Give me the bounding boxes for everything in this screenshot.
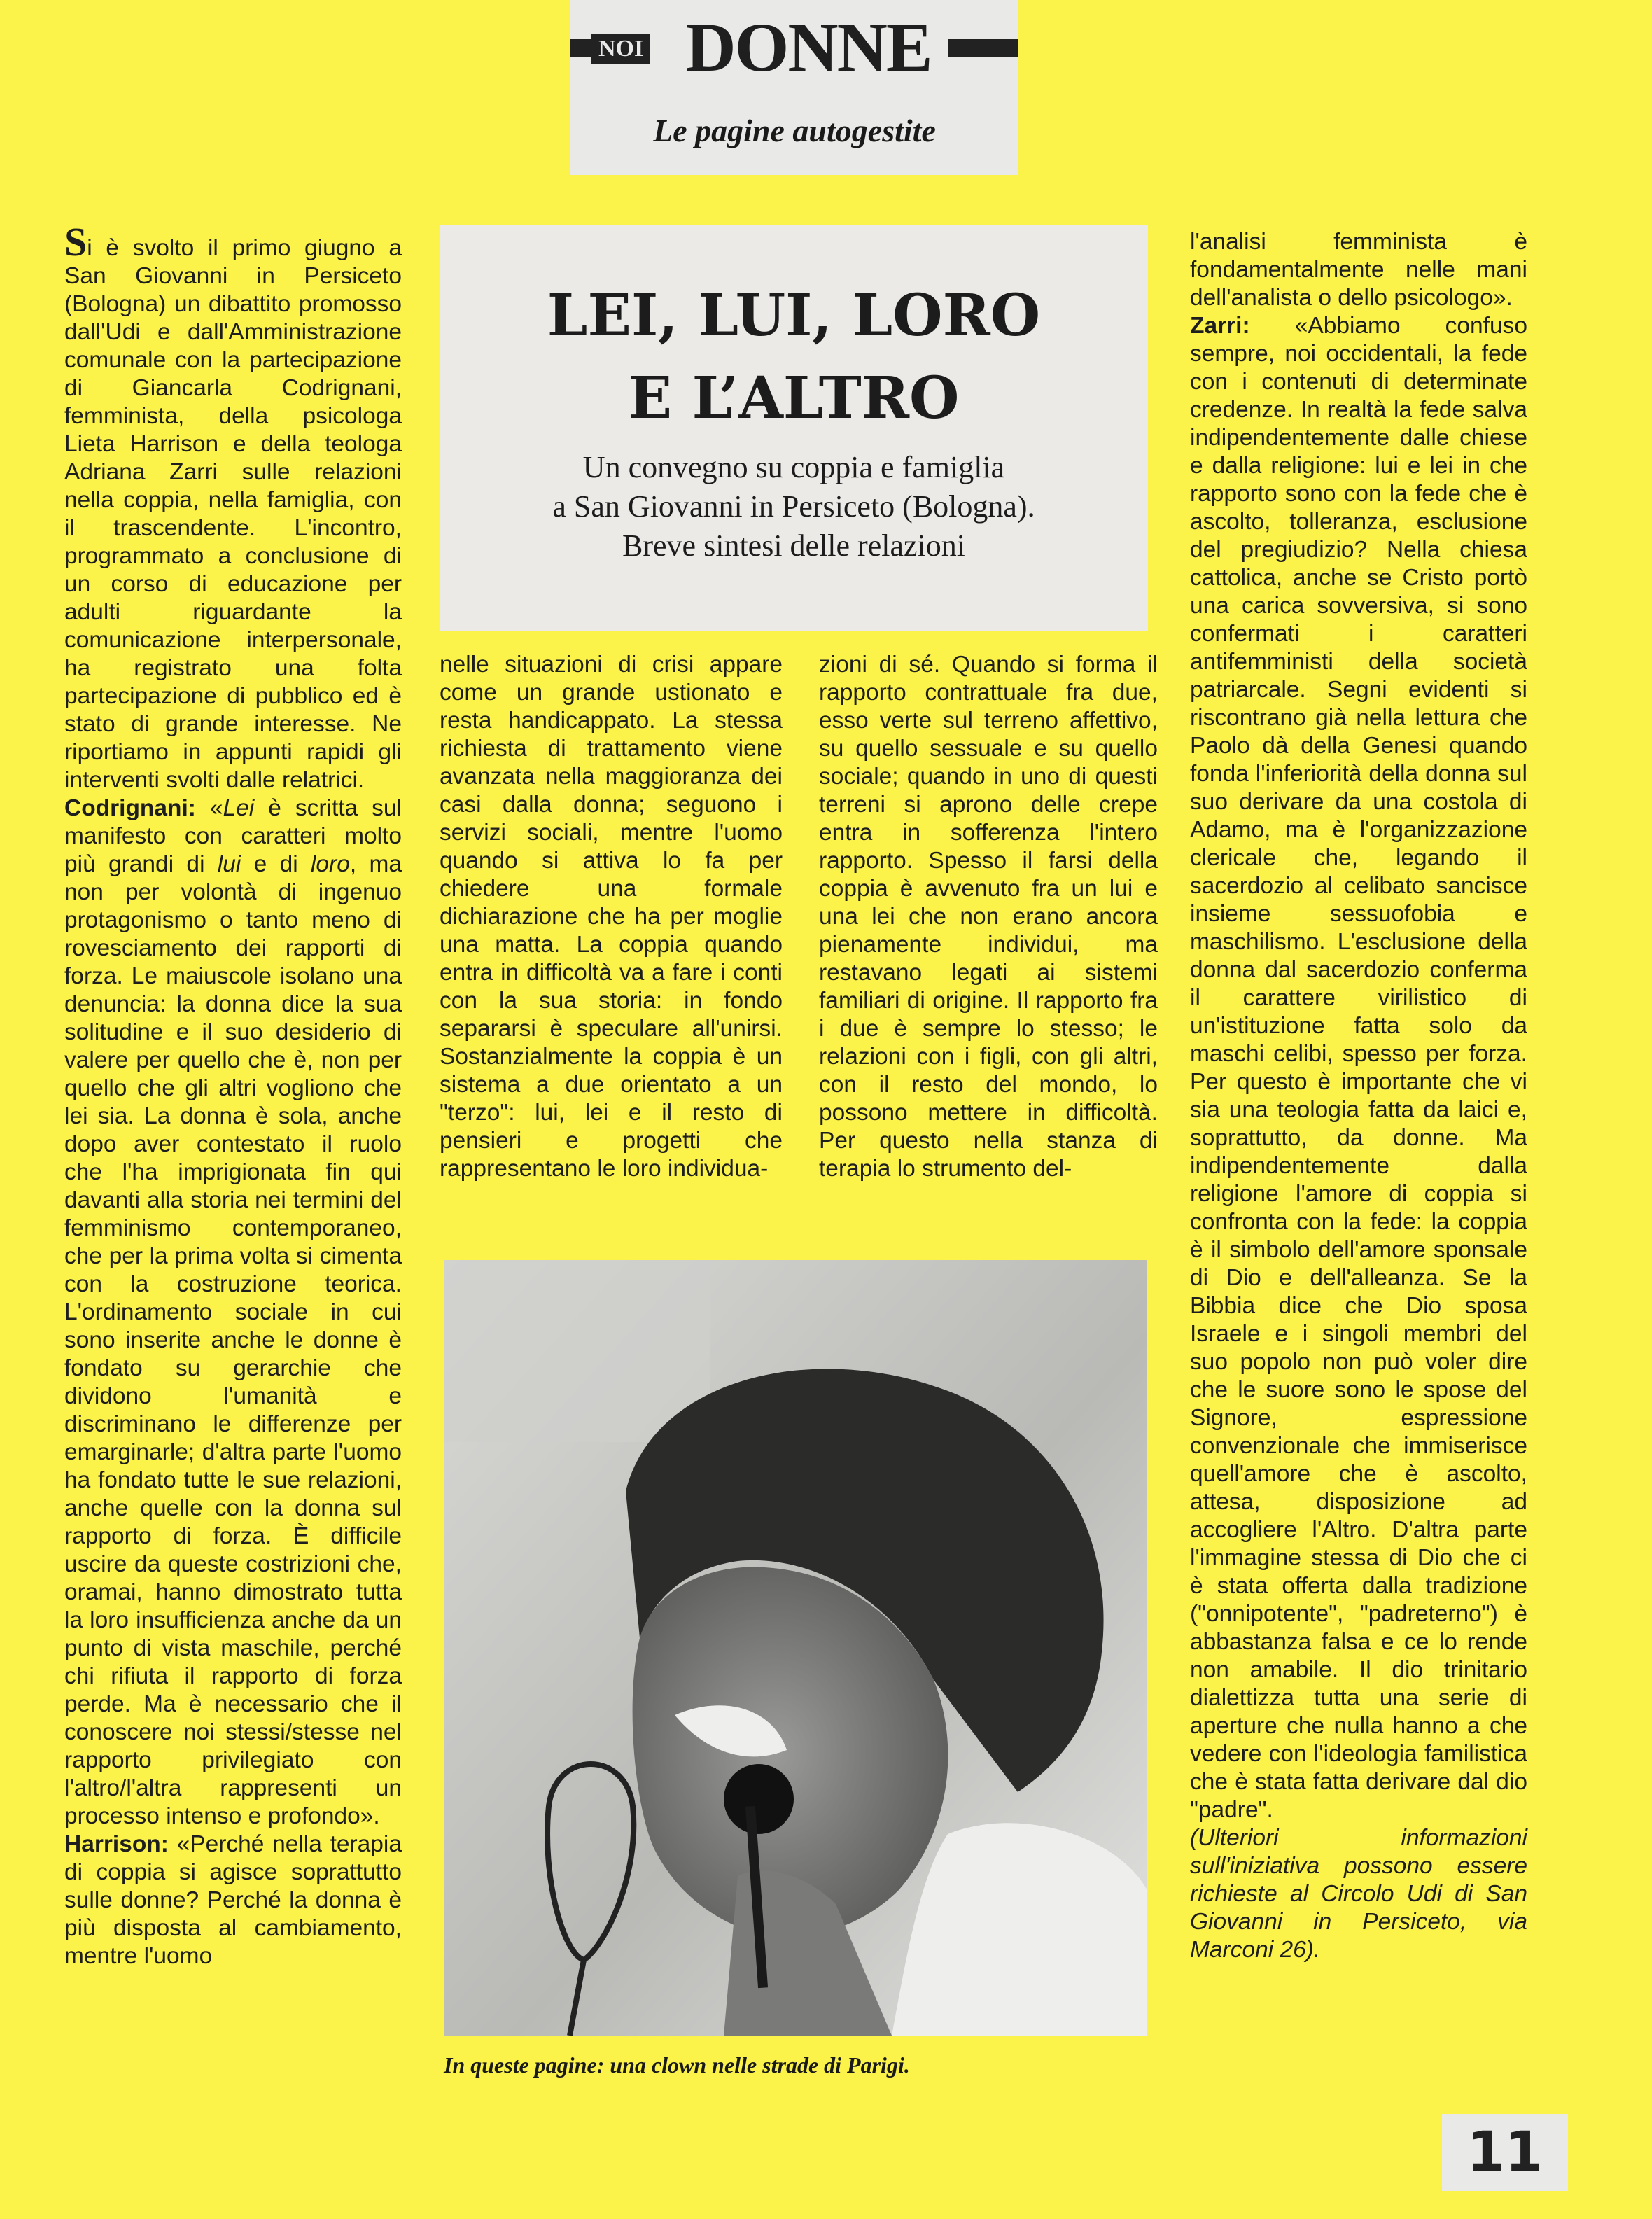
standfirst-line-2: a San Giovanni in Persiceto (Bologna). [552, 489, 1035, 524]
text-fragment: loro [310, 851, 350, 877]
text-fragment: «Perché nella terapia di coppia si agisce soprattutto sulle donne? Perché la donna è più disposta al cambiamento, mentre l'uomo [64, 1831, 402, 1969]
intro-text: i è svolto il primo giugno a San Giovanni in Persiceto (Bologna) un dibattito promosso dall'Udi e dall'Amministrazione comunale con la partecipazione di Giancarla Codrignani, femminista, della psicologa Lieta Harrison e della teologa Adriana Zarri sulle relazioni nella coppia, nella famiglia, con il trascendente. L'incontro, programmato a conclusione di un corso di educazione per adulti riguardante la comunicazione interpersonale, ha registrato una folta partecipazione di pubblico ed è stato di grande interesse. Ne riportiamo in appunti rapidi gli interventi svolti dalle relatrici. [64, 235, 402, 793]
masthead-bar-right [948, 39, 1018, 57]
zarri-paragraph [1190, 312, 1527, 1824]
text-fragment: «Abbiamo confuso sempre, noi occidentali, la fede con i contenuti di determinate credenze. In realtà la fede salva indipendentemente dalle chiese e dalla religione: lui e lei in che rapporto sono con la fede che è ascolto, tolleranza, esclusione del pregiudizio? Nella chiesa cattolica, anche se Cristo portò una carica sovversiva, si sono confermati i caratteri antifemministi della società patriarcale. Segni evidenti si riscontrano già nella lettura che Paolo dà della Genesi quando fonda l'inferiorità della donna sul suo derivare da una costola di Adamo, ma è l'organizzazione clericale che, legando il sacerdozio al celibato sancisce insieme sessuofobia e maschilismo. L'esclusione della donna dal sacerdozio conferma il carattere virilistico di un'istituzione fatta solo da maschi celibi, spesso per forza. Per questo è importante che vi sia una teologia fatta da laici e, soprattutto, da donne. Ma indipendentemente dalla religione l'amore di coppia si confronta con la fede: la coppia è il simbolo dell'amore sponsale di Dio e dell'alleanza. Se la Bibbia dice che Dio sposa Israele e i singoli membri del suo popolo non può voler dire che le suore sono le spose del Signore, espressione convenzionale che immiserisce quell'amore che è ascolto, attesa, disposizione ad accogliere l'Altro. D'altra parte l'immagine stessa di Dio che ci è stata offerta dalla tradizione ("onnipotente", "padreterno") è abbastanza falsa e ce lo rende non amabile. Il dio trinitario dialettizza tutta una serie di aperture che nulla hanno a che vedere con l'ideologia familistica che è stata fatta derivare dal dio "padre". [1190, 313, 1527, 1823]
headline [440, 274, 1148, 440]
column-4-intro: l'analisi femminista è fondamentalmente nelle mani dell'analista o dello psicologo». [1190, 229, 1527, 311]
article-column-2 [440, 651, 783, 1183]
column-3-text: zioni di sé. Quando si forma il rapporto contrattuale fra due, esso verte sul terreno affettivo, su quello sessuale e su quello sociale; quando in uno di questi terreni si aprono delle crepe entra in sofferenza l'intero rapporto. Spesso il farsi della coppia è avvenuto fra un lui e una lei che non erano ancora pienamente individui, ma restavano legati ai sistemi familiari di origine. Il rapporto fra i due è sempre lo stesso; le relazioni con i figli, con gli altri, con il resto del mondo, lo possono mettere in difficoltà. Per questo nella stanza di terapia lo strumento del- [819, 652, 1158, 1182]
article-column-1 [64, 219, 402, 1970]
intro-paragraph [64, 219, 402, 794]
harrison-paragraph [64, 1830, 402, 1970]
photo-illustration [444, 1260, 1147, 2036]
headline-box [440, 225, 1148, 631]
codrignani-paragraph [64, 794, 402, 1830]
text-fragment: , ma non per volontà di ingenuo protagonismo o tanto meno di rovesciamento dei rapporti di forza. Le maiuscole isolano una denuncia: la donna dice la sua solitudine e il suo desiderio di valere per quello che è, non per quello che gli altri vogliono che lei sia. La donna è sola, anche dopo aver contestato il ruolo che l'ha imprigionata fin qui davanti alla storia nei termini del femminismo contemporaneo, che per la prima volta si cimenta con la costruzione teorica. L'ordinamento sociale in cui sono inserite anche le donne è fondato su gerarchie che dividono l'umanità e discriminano le differenze per emarginarle; d'altra parte l'uomo ha fondato tutte le sue relazioni, anche quelle con la donna sul rapporto di forza. È difficile uscire da queste costrizioni che, oramai, hanno dimostrato tutta la loro insufficienza anche da un punto di vista maschile, perché chi rifiuta il rapporto di forza perde. Ma è necessario che il conoscere noi stessi/stesse nel rapporto privilegiato con l'altro/l'altra rappresenti un processo intenso e profondo». [64, 851, 402, 1829]
text-fragment: è scritta sul manifesto con caratteri molto più grandi di [64, 795, 402, 877]
article-column-4 [1190, 228, 1527, 1964]
article-column-3 [819, 651, 1158, 1183]
photo-caption: In queste pagine: una clown nelle strade di Parigi. [444, 2052, 910, 2078]
info-note: (Ulteriori informazioni sull'iniziativa possono essere richieste al Circolo Udi di San Giovanni in Persiceto, via Marconi 26). [1190, 1825, 1527, 1963]
standfirst [454, 448, 1134, 566]
text-fragment: « [195, 795, 223, 821]
text-fragment: lui [217, 851, 241, 877]
masthead-donne: DONNE [685, 8, 932, 86]
speaker-codrignani: Codrignani: [64, 795, 196, 821]
headline-line-1: LEI, LUI, LORO [547, 282, 1041, 349]
speaker-zarri: Zarri: [1190, 313, 1250, 339]
standfirst-line-1: Un convegno su coppia e famiglia [582, 450, 1005, 484]
headline-line-2: E L’ALTRO [628, 365, 960, 432]
page-number: 11 [1442, 2114, 1568, 2191]
masthead-subtitle: Le pagine autogestite [653, 113, 936, 148]
standfirst-line-3: Breve sintesi delle relazioni [622, 528, 965, 563]
masthead-noi: NOI [592, 34, 650, 64]
text-fragment: e di [241, 851, 311, 877]
text-fragment: Lei [223, 795, 255, 821]
masthead [570, 0, 1018, 175]
clown-photo [444, 1260, 1147, 2036]
drop-cap: S [64, 219, 88, 265]
speaker-harrison: Harrison: [64, 1831, 169, 1857]
column-2-text: nelle situazioni di crisi appare come un grande ustionato e resta handicappato. La stessa richiesta di trattamento viene avanzata nella maggioranza dei casi dalla donna; seguono i servizi sociali, mentre l'uomo quando si attiva lo fa per chiedere una formale dichiarazione che ha per moglie una matta. La coppia quando entra in difficoltà va a fare i conti con la sua storia: in fondo separarsi è speculare all'unirsi. Sostanzialmente la coppia è un sistema a due orientato a un "terzo": lui, lei e il resto di pensieri e progetti che rappresentano le loro individua- [440, 652, 783, 1182]
